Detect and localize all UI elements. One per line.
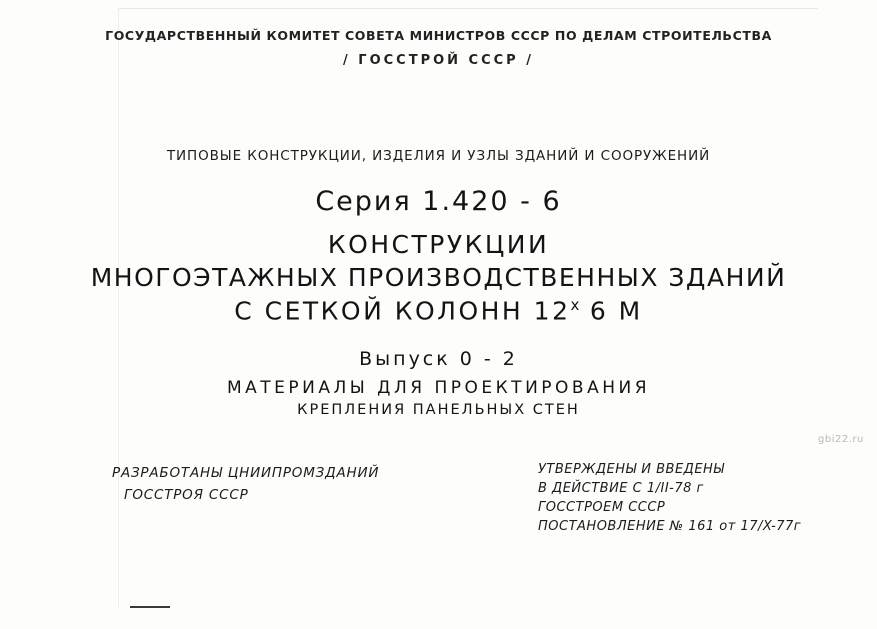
main-title-line-1: КОНСТРУКЦИИ [327,230,550,259]
scan-edge-bottom-mark [130,606,170,608]
document-header [0,28,877,68]
header-abbreviation-line: / ГОССТРОЙ СССР / [343,53,534,68]
developed-by-block [112,462,379,506]
main-title-line-3-part-a: С СЕТКОЙ КОЛОНН 12 [234,296,571,326]
developed-by-line-1: РАЗРАБОТАНЫ ЦНИИПРОМЗДАНИЙ [112,465,380,481]
document-subtitle: ТИПОВЫЕ КОНСТРУКЦИИ, ИЗДЕЛИЯ И УЗЛЫ ЗДАНИЙ И СООРУЖЕНИЙ [166,148,711,164]
purpose-line-2: КРЕПЛЕНИЯ ПАНЕЛЬНЫХ СТЕН [297,402,580,418]
approved-block [538,460,801,536]
approved-line-2: В ДЕЙСТВИЕ С 1/II-78 г [538,481,704,496]
watermark: gbi22.ru [818,434,864,445]
scan-edge-top [118,8,818,9]
main-title [0,230,877,325]
main-title-line-3-superscript: х [570,296,580,314]
approved-line-3: ГОССТРОЕМ СССР [538,500,666,515]
main-title-line-3-part-b: 6 М [589,296,643,326]
main-title-line-2: МНОГОЭТАЖНЫХ ПРОИЗВОДСТВЕННЫХ ЗДАНИЙ [90,263,787,292]
approved-line-1: УТВЕРЖДЕНЫ И ВВЕДЕНЫ [538,462,725,477]
approved-line-4: ПОСТАНОВЛЕНИЕ № 161 от 17/X-77г [538,519,802,534]
purpose-line-1: МАТЕРИАЛЫ ДЛЯ ПРОЕКТИРОВАНИЯ [226,378,651,398]
series-number: Серия 1.420 - 6 [315,186,562,217]
main-title-line-3 [0,296,877,325]
header-organization-line: ГОСУДАРСТВЕННЫЙ КОМИТЕТ СОВЕТА МИНИСТРОВ СССР ПО ДЕЛАМ СТРОИТЕЛЬСТВА [105,28,772,43]
developed-by-line-2: ГОССТРОЯ СССР [124,487,249,503]
issue-number: Выпуск 0 - 2 [359,348,518,370]
